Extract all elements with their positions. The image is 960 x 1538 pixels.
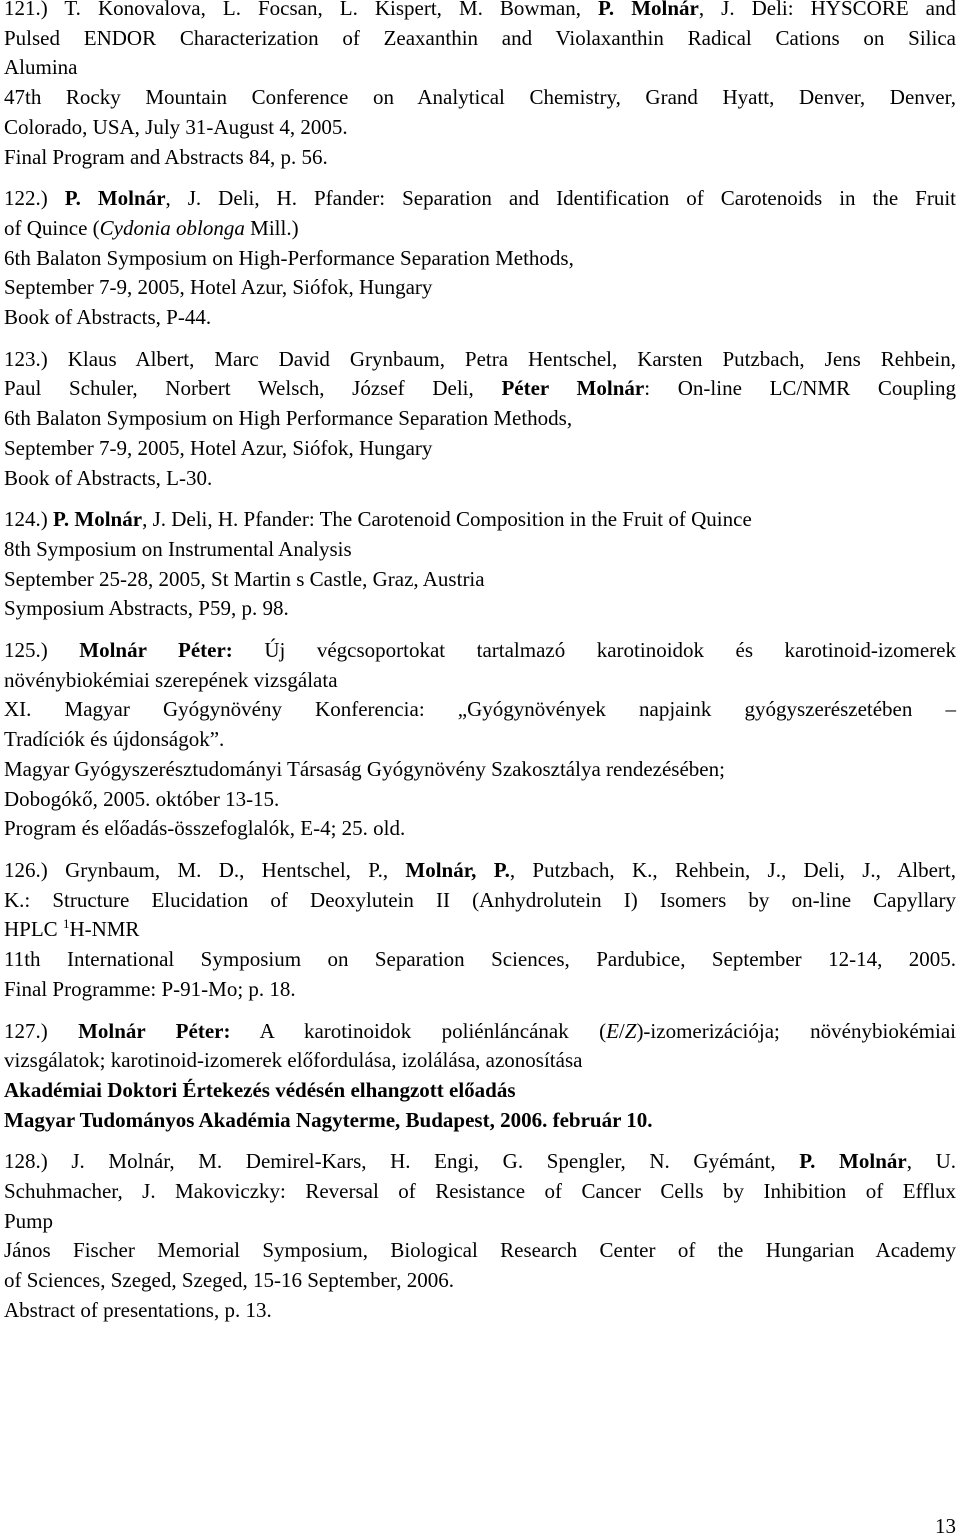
text-segment: Program és előadás-összefoglalók, E-4; 25. old. — [4, 816, 406, 841]
text-segment: Final Programme: P-91-Mo; p. 18. — [4, 976, 296, 1001]
reference-entry — [4, 856, 956, 1005]
text-segment: Paul Schuler, Norbert Welsch, József Deli, — [4, 376, 502, 401]
reference-line — [4, 345, 956, 375]
reference-entry — [4, 184, 956, 333]
text-segment: 123.) Klaus Albert, Marc David Grynbaum, Petra Hentschel, Karsten Putzbach, Jens Rehbein, — [4, 346, 956, 371]
text-segment: Pulsed ENDOR Characterization of Zeaxanthin and Violaxanthin Radical Cations on Silica — [4, 25, 956, 50]
text-segment: 11th International Symposium on Separation Sciences, Pardubice, September 12-14, 2005. — [4, 947, 956, 972]
reference-line — [4, 53, 956, 83]
italic-text: Z — [624, 1018, 637, 1043]
reference-line — [4, 434, 956, 464]
text-segment: Magyar Gyógyszerésztudományi Társaság Gyógynövény Szakosztálya rendezésében; — [4, 756, 725, 781]
reference-line — [4, 83, 956, 113]
reference-line — [4, 273, 956, 303]
reference-line — [4, 695, 956, 725]
text-segment: Final Program and Abstracts 84, p. 56. — [4, 144, 328, 169]
reference-line — [4, 785, 956, 815]
reference-line — [4, 915, 956, 945]
reference-line — [4, 814, 956, 844]
reference-line — [4, 755, 956, 785]
text-segment: Colorado, USA, July 31-August 4, 2005. — [4, 114, 348, 139]
reference-line — [4, 24, 956, 54]
reference-line — [4, 1106, 956, 1136]
text-segment: Book of Abstracts, P-44. — [4, 305, 212, 330]
text-segment: Book of Abstracts, L-30. — [4, 465, 213, 490]
text-segment: Schuhmacher, J. Makoviczky: Reversal of Resistance of Cancer Cells by Inhibition of Efflux — [4, 1179, 956, 1204]
text-segment: 124.) — [4, 507, 53, 532]
reference-line — [4, 945, 956, 975]
reference-line — [4, 505, 956, 535]
reference-line — [4, 214, 956, 244]
reference-line — [4, 0, 956, 24]
text-segment: 122.) — [4, 186, 65, 211]
reference-line — [4, 1296, 956, 1326]
reference-line — [4, 1147, 956, 1177]
text-segment: 126.) Grynbaum, M. D., Hentschel, P., — [4, 857, 406, 882]
reference-line — [4, 244, 956, 274]
text-segment: , Putzbach, K., Rehbein, J., Deli, J., Albert, — [509, 857, 956, 882]
reference-line — [4, 1266, 956, 1296]
reference-line — [4, 1017, 956, 1047]
text-segment: of Quince ( — [4, 215, 100, 240]
reference-line — [4, 184, 956, 214]
text-segment: September 7-9, 2005, Hotel Azur, Siófok, Hungary — [4, 275, 433, 300]
text-segment: September 25-28, 2005, St Martin s Castle, Graz, Austria — [4, 566, 485, 591]
author-highlight: P. Molnár — [64, 186, 166, 211]
text-segment: , J. Deli, H. Pfander: The Carotenoid Composition in the Fruit of Quince — [142, 507, 752, 532]
text-segment: A karotinoidok poliénláncának ( — [230, 1018, 607, 1043]
italic-text: Cydonia oblonga — [99, 215, 245, 240]
reference-line — [4, 1236, 956, 1266]
text-segment: H-NMR — [69, 917, 140, 942]
text-segment: Symposium Abstracts, P59, p. 98. — [4, 596, 289, 621]
text-segment: 121.) T. Konovalova, L. Focsan, L. Kispert, M. Bowman, — [4, 0, 599, 20]
reference-entry — [4, 505, 956, 624]
text-segment: 6th Balaton Symposium on High Performance Separation Methods, — [4, 406, 573, 431]
document-page — [4, 0, 956, 1338]
reference-line — [4, 113, 956, 143]
author-highlight: P. Molnár — [53, 507, 143, 532]
page-number: 13 — [935, 1514, 956, 1538]
reference-entry — [4, 1017, 956, 1136]
text-segment: K.: Structure Elucidation of Deoxylutein II (Anhydrolutein I) Isomers by on-line Capyllary — [4, 887, 956, 912]
text-segment: növénybiokémiai szerepének vizsgálata — [4, 667, 338, 692]
italic-text: E — [606, 1018, 619, 1043]
reference-line — [4, 1046, 956, 1076]
text-segment: János Fischer Memorial Symposium, Biological Research Center of the Hungarian Academy — [4, 1238, 956, 1263]
text-segment: 125.) — [4, 638, 80, 663]
reference-line — [4, 856, 956, 886]
text-segment: Dobogókő, 2005. október 13-15. — [4, 786, 280, 811]
text-segment: Abstract of presentations, p. 13. — [4, 1297, 272, 1322]
author-highlight: Magyar Tudományos Akadémia Nagyterme, Budapest, 2006. február 10. — [4, 1107, 653, 1132]
reference-line — [4, 975, 956, 1005]
reference-line — [4, 1177, 956, 1207]
reference-line — [4, 374, 956, 404]
author-highlight: P. Molnár — [598, 0, 699, 20]
reference-line — [4, 303, 956, 333]
reference-line — [4, 725, 956, 755]
text-segment: September 7-9, 2005, Hotel Azur, Siófok, Hungary — [4, 435, 433, 460]
reference-line — [4, 143, 956, 173]
reference-line — [4, 594, 956, 624]
reference-line — [4, 464, 956, 494]
text-segment: 8th Symposium on Instrumental Analysis — [4, 536, 352, 561]
text-segment: HPLC — [4, 917, 63, 942]
text-segment: 47th Rocky Mountain Conference on Analytical Chemistry, Grand Hyatt, Denver, Denver, — [4, 85, 956, 110]
author-highlight: Akadémiai Doktori Értekezés védésén elhangzott előadás — [4, 1077, 516, 1102]
text-segment: Tradíciók és újdonságok”. — [4, 727, 225, 752]
author-highlight: Molnár Péter: — [78, 1018, 231, 1043]
author-highlight: Molnár, P. — [405, 857, 510, 882]
reference-entry — [4, 0, 956, 172]
text-segment: , U. — [906, 1149, 957, 1174]
text-segment: , J. Deli: HYSCORE and — [698, 0, 956, 20]
reference-line — [4, 535, 956, 565]
reference-line — [4, 666, 956, 696]
reference-line — [4, 565, 956, 595]
reference-entry — [4, 1147, 956, 1325]
reference-line — [4, 886, 956, 916]
reference-entry — [4, 636, 956, 844]
reference-line — [4, 1207, 956, 1237]
text-segment: 6th Balaton Symposium on High-Performance Separation Methods, — [4, 245, 574, 270]
text-segment: Alumina — [4, 55, 78, 80]
text-segment: , J. Deli, H. Pfander: Separation and Identification of Carotenoids in the Fruit — [165, 186, 957, 211]
text-segment: XI. Magyar Gyógynövény Konferencia: „Gyógynövények napjaink gyógyszerészetében – — [4, 697, 956, 722]
text-segment: Pump — [4, 1208, 54, 1233]
author-highlight: P. Molnár — [799, 1149, 907, 1174]
author-highlight: Péter Molnár — [501, 376, 645, 401]
author-highlight: Molnár Péter: — [79, 638, 233, 663]
text-segment: Új végcsoportokat tartalmazó karotinoidok és karotinoid-izomerek — [232, 638, 956, 663]
text-segment: : On-line LC/NMR Coupling — [644, 376, 956, 401]
reference-entry — [4, 345, 956, 494]
text-segment: Mill.) — [244, 215, 299, 240]
text-segment: )-izomerizációja; növénybiokémiai — [636, 1018, 956, 1043]
text-segment: of Sciences, Szeged, Szeged, 15-16 September, 2006. — [4, 1268, 454, 1293]
text-segment: 128.) J. Molnár, M. Demirel-Kars, H. Engi, G. Spengler, N. Gyémánt, — [4, 1149, 800, 1174]
reference-line — [4, 636, 956, 666]
reference-line — [4, 404, 956, 434]
reference-line — [4, 1076, 956, 1106]
text-segment: 127.) — [4, 1018, 79, 1043]
text-segment: vizsgálatok; karotinoid-izomerek előfordulása, izolálása, azonosítása — [4, 1048, 583, 1073]
text-segment: / — [618, 1018, 625, 1043]
superscript: 1 — [62, 916, 70, 932]
